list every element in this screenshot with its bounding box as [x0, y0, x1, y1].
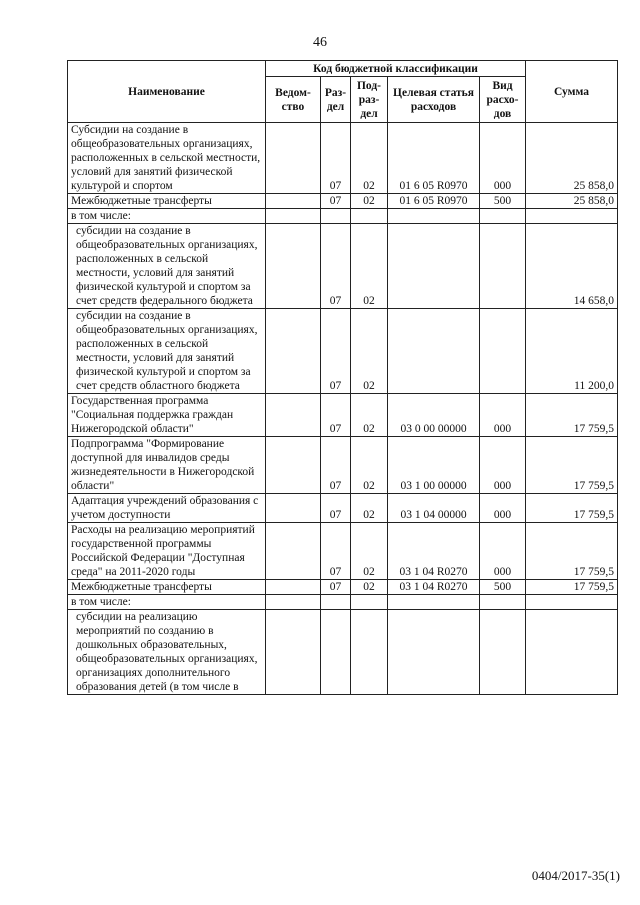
cell-name: Межбюджетные трансферты: [68, 194, 266, 209]
cell-subsection: 02: [351, 394, 388, 437]
table-row: [68, 194, 618, 209]
cell-subsection: 02: [351, 224, 388, 309]
table-row: [68, 494, 618, 523]
cell-expense-type: [480, 595, 526, 610]
table-row: [68, 610, 618, 695]
cell-dept: [266, 209, 321, 224]
cell-expense-type: 000: [480, 123, 526, 194]
cell-sum: 17 759,5: [526, 437, 618, 494]
cell-expense-type: [480, 309, 526, 394]
cell-subsection: 02: [351, 194, 388, 209]
cell-sum: [526, 595, 618, 610]
cell-article: [388, 309, 480, 394]
cell-dept: [266, 224, 321, 309]
table-row: [68, 595, 618, 610]
cell-article: 03 1 04 R0270: [388, 580, 480, 595]
cell-name: субсидии на реализацию мероприятий по созданию в дошкольных образовательных, общеобразовательных организациях, организациях дополнительного образования детей (в том числе в: [68, 610, 266, 695]
cell-dept: [266, 580, 321, 595]
table-row: [68, 309, 618, 394]
cell-article: 01 6 05 R0970: [388, 194, 480, 209]
cell-dept: [266, 123, 321, 194]
header-subsection: Под-раз-дел: [351, 77, 388, 123]
cell-subsection: [351, 595, 388, 610]
cell-sum: 11 200,0: [526, 309, 618, 394]
cell-section: [321, 595, 351, 610]
document-code: 0404/2017-35(1): [531, 868, 620, 883]
cell-dept: [266, 595, 321, 610]
cell-expense-type: 500: [480, 580, 526, 595]
table-row: [68, 580, 618, 595]
cell-sum: 25 858,0: [526, 123, 618, 194]
cell-dept: [266, 523, 321, 580]
cell-article: 03 1 00 00000: [388, 437, 480, 494]
cell-sum: 14 658,0: [526, 224, 618, 309]
cell-name: Государственная программа "Социальная поддержка граждан Нижегородской области": [68, 394, 266, 437]
cell-expense-type: 000: [480, 437, 526, 494]
cell-subsection: 02: [351, 309, 388, 394]
table-row: [68, 209, 618, 224]
cell-section: [321, 610, 351, 695]
cell-name: Расходы на реализацию мероприятий государственной программы Российской Федерации "Доступная среда" на 2011-2020 годы: [68, 523, 266, 580]
cell-dept: [266, 494, 321, 523]
budget-table: [67, 60, 618, 695]
header-sum: Сумма: [526, 61, 618, 123]
table-row: [68, 523, 618, 580]
cell-section: 07: [321, 580, 351, 595]
cell-article: 03 0 00 00000: [388, 394, 480, 437]
cell-name: субсидии на создание в общеобразовательных организациях, расположенных в сельской местности, условий для занятий физической культурой и спортом за счет средств федерального бюджета: [68, 224, 266, 309]
cell-expense-type: 500: [480, 194, 526, 209]
cell-subsection: [351, 610, 388, 695]
cell-section: 07: [321, 523, 351, 580]
cell-dept: [266, 610, 321, 695]
cell-name: Субсидии на создание в общеобразовательных организациях, расположенных в сельской местности, условий для занятий физической культурой и спортом: [68, 123, 266, 194]
table-row: [68, 394, 618, 437]
cell-subsection: 02: [351, 494, 388, 523]
cell-article: [388, 610, 480, 695]
cell-dept: [266, 309, 321, 394]
cell-subsection: 02: [351, 437, 388, 494]
cell-subsection: 02: [351, 523, 388, 580]
cell-name: Адаптация учреждений образования с учетом доступности: [68, 494, 266, 523]
cell-sum: 17 759,5: [526, 523, 618, 580]
cell-sum: 17 759,5: [526, 394, 618, 437]
header-expense-type: Вид расхо-дов: [480, 77, 526, 123]
cell-section: 07: [321, 309, 351, 394]
cell-sum: [526, 610, 618, 695]
cell-sum: [526, 209, 618, 224]
cell-subsection: 02: [351, 580, 388, 595]
cell-sum: 17 759,5: [526, 580, 618, 595]
cell-section: 07: [321, 123, 351, 194]
cell-expense-type: 000: [480, 394, 526, 437]
cell-article: [388, 209, 480, 224]
cell-article: 03 1 04 R0270: [388, 523, 480, 580]
cell-section: 07: [321, 494, 351, 523]
table-row: [68, 123, 618, 194]
table-body: [68, 123, 618, 695]
cell-article: 01 6 05 R0970: [388, 123, 480, 194]
cell-dept: [266, 194, 321, 209]
cell-name: Подпрограмма "Формирование доступной для инвалидов среды жизнедеятельности в Нижегородской области": [68, 437, 266, 494]
cell-name: в том числе:: [68, 209, 266, 224]
cell-article: [388, 224, 480, 309]
cell-article: 03 1 04 00000: [388, 494, 480, 523]
cell-expense-type: [480, 209, 526, 224]
cell-subsection: [351, 209, 388, 224]
cell-section: 07: [321, 437, 351, 494]
cell-subsection: 02: [351, 123, 388, 194]
cell-expense-type: [480, 610, 526, 695]
header-classification-group: Код бюджетной классификации: [266, 61, 526, 77]
cell-sum: 25 858,0: [526, 194, 618, 209]
table-header: [68, 61, 618, 123]
header-name: Наименование: [68, 61, 266, 123]
header-article: Целевая статья расходов: [388, 77, 480, 123]
cell-name: в том числе:: [68, 595, 266, 610]
table-row: [68, 437, 618, 494]
cell-dept: [266, 394, 321, 437]
cell-expense-type: [480, 224, 526, 309]
page-number: 46: [313, 35, 327, 50]
cell-section: 07: [321, 194, 351, 209]
table-row: [68, 224, 618, 309]
cell-sum: 17 759,5: [526, 494, 618, 523]
cell-expense-type: 000: [480, 494, 526, 523]
cell-dept: [266, 437, 321, 494]
cell-expense-type: 000: [480, 523, 526, 580]
header-section: Раз-дел: [321, 77, 351, 123]
cell-section: 07: [321, 224, 351, 309]
cell-article: [388, 595, 480, 610]
cell-name: субсидии на создание в общеобразовательных организациях, расположенных в сельской местности, условий для занятий физической культурой и спортом за счет средств областного бюджета: [68, 309, 266, 394]
cell-section: 07: [321, 394, 351, 437]
cell-name: Межбюджетные трансферты: [68, 580, 266, 595]
cell-section: [321, 209, 351, 224]
header-dept: Ведом-ство: [266, 77, 321, 123]
